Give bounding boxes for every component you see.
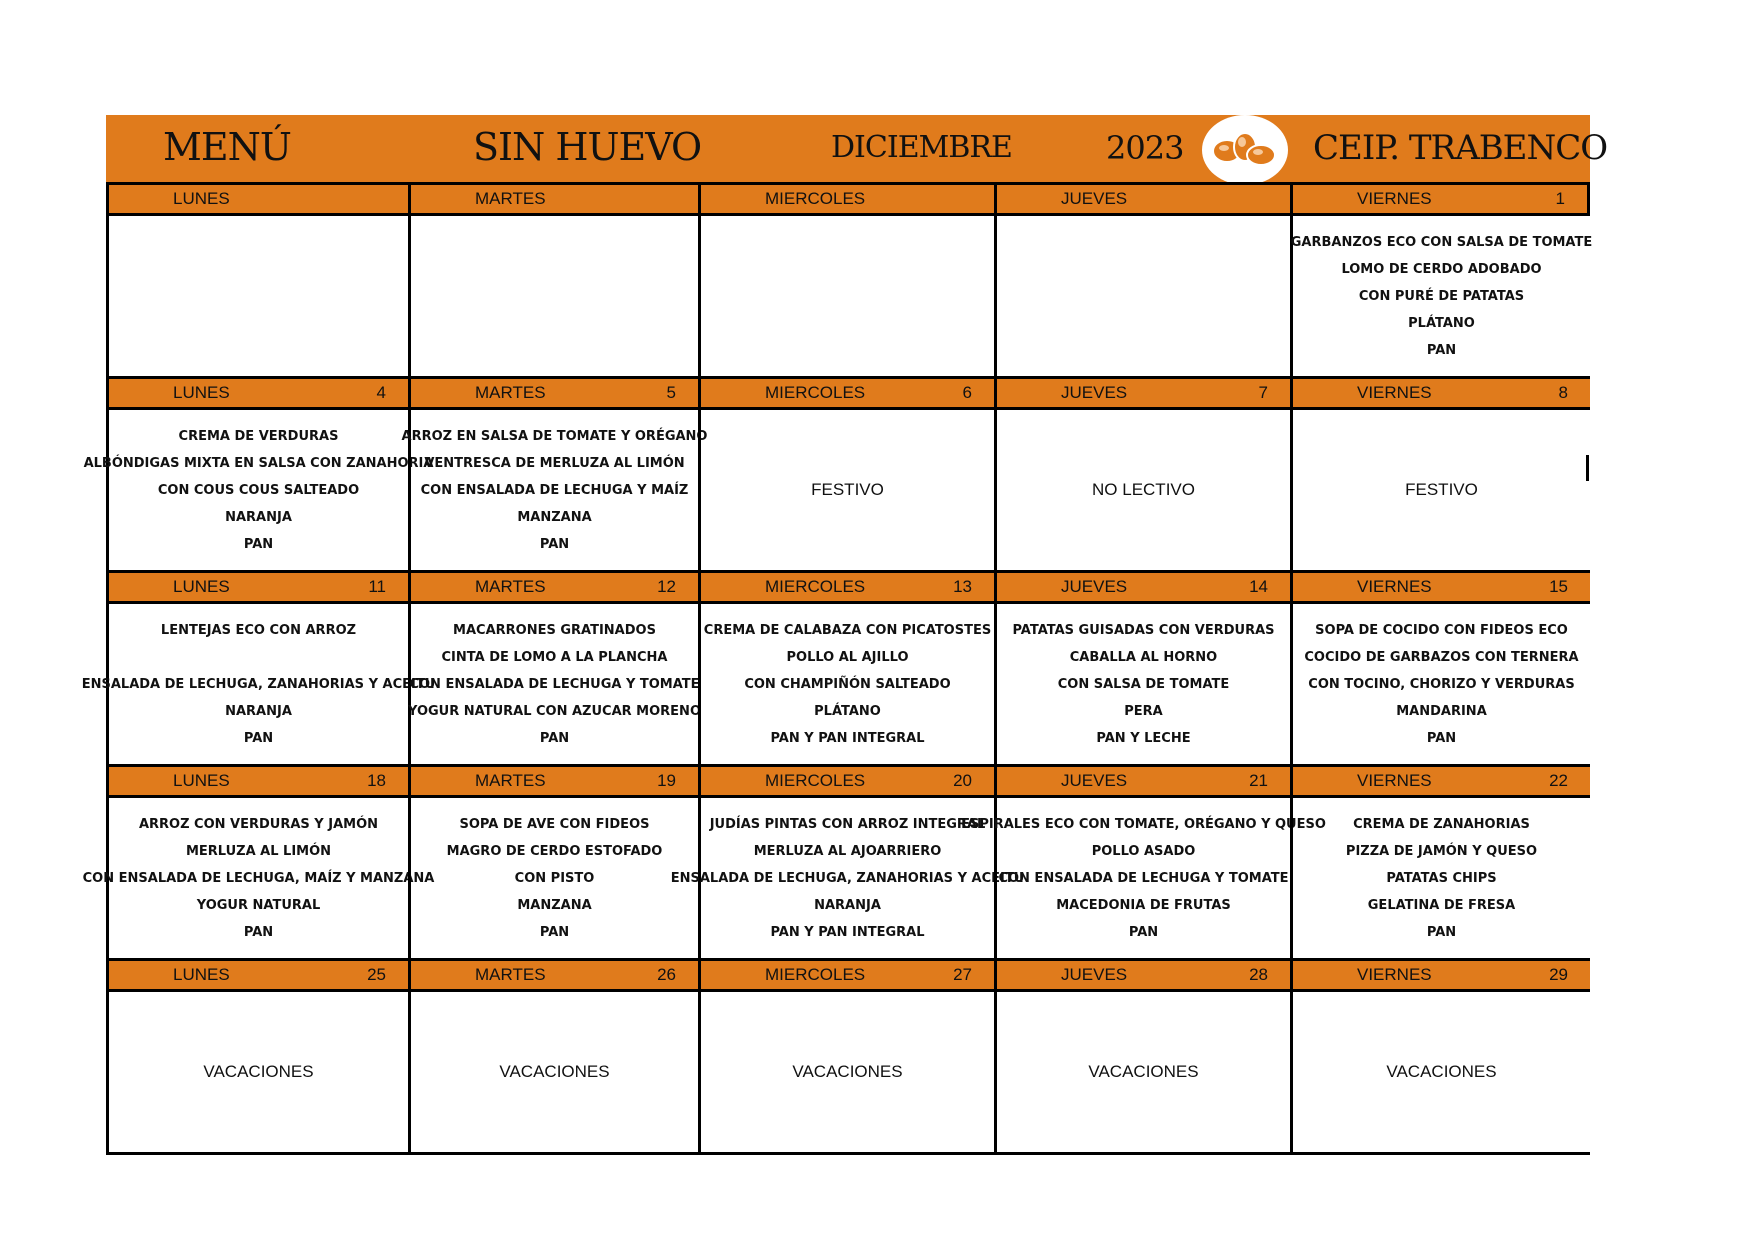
menu-dish: PAN (539, 924, 570, 940)
day-status: NO LECTIVO (1092, 480, 1195, 499)
day-number: 4 (376, 383, 386, 402)
menu-dish: SOPA DE AVE CON FIDEOS (459, 816, 650, 832)
menu-dish: MANZANA (517, 897, 592, 913)
day-header (408, 961, 698, 989)
day-menu-cell (408, 604, 701, 764)
day-header (408, 379, 698, 407)
day-name: MIERCOLES (765, 771, 866, 790)
day-menu-cell (994, 216, 1290, 376)
day-name: VIERNES (1357, 771, 1432, 790)
day-name: LUNES (173, 577, 230, 596)
day-header (408, 573, 698, 601)
menu-dish: MANZANA (517, 509, 592, 525)
day-menu-cell (1290, 798, 1590, 958)
menu-dish: COCIDO DE GARBAZOS CON TERNERA (1304, 649, 1579, 665)
day-name: JUEVES (1061, 771, 1128, 790)
day-name: MARTES (475, 577, 546, 596)
day-name: JUEVES (1061, 965, 1128, 984)
day-menu-cell (82, 798, 435, 958)
day-number: 11 (368, 577, 386, 596)
menu-dish: YOGUR NATURAL CON AZUCAR MORENO (408, 703, 701, 719)
day-name: LUNES (173, 189, 230, 208)
menu-dish: PAN (243, 924, 274, 940)
menu-dish: PAN (1426, 342, 1457, 358)
day-name: VIERNES (1357, 383, 1432, 402)
day-name: VIERNES (1357, 577, 1432, 596)
day-number: 7 (1258, 383, 1268, 402)
week-header-row (106, 182, 1590, 213)
menu-dish: GARBANZOS ECO CON SALSA DE TOMATE (1290, 234, 1593, 250)
day-header (698, 767, 994, 795)
menu-dish: CON SALSA DE TOMATE (1057, 676, 1230, 692)
menu-dish: PAN Y LECHE (1096, 730, 1191, 746)
menu-dish: MACARRONES GRATINADOS (453, 622, 656, 638)
menu-dish: CON ENSALADA DE LECHUGA Y TOMATE (409, 676, 700, 692)
menu-dish: ARROZ EN SALSA DE TOMATE Y ORÉGANO (401, 428, 708, 444)
week-header-row (106, 764, 1590, 795)
menu-dish: GELATINA DE FRESA (1367, 897, 1516, 913)
day-header (994, 767, 1290, 795)
day-number: 29 (1549, 965, 1568, 984)
menu-dish: ENSALADA DE LECHUGA, ZANAHORIAS Y ACEITU (670, 870, 1025, 886)
day-header (698, 185, 994, 213)
day-header (698, 573, 994, 601)
menu-dish: SOPA DE COCIDO CON FIDEOS ECO (1315, 622, 1568, 638)
menu-dish: PATATAS CHIPS (1386, 870, 1497, 886)
day-menu-cell (401, 410, 708, 570)
menu-title: SIN HUEVO (473, 125, 702, 169)
day-menu-cell (961, 798, 1326, 958)
day-header (1290, 185, 1590, 213)
day-header (1290, 573, 1590, 601)
day-name: VIERNES (1357, 965, 1432, 984)
menu-dish: PIZZA DE JAMÓN Y QUESO (1345, 843, 1538, 859)
menu-dish: PAN (1426, 924, 1457, 940)
day-menu-cell (1290, 992, 1590, 1152)
day-name: MARTES (475, 383, 546, 402)
day-header (106, 767, 408, 795)
day-number: 5 (666, 383, 676, 402)
week-menu-row (106, 989, 1590, 1152)
menu-dish: MACEDONIA DE FRUTAS (1056, 897, 1231, 913)
menu-dish: CON ENSALADA DE LECHUGA, MAÍZ Y MANZANA (82, 870, 435, 886)
day-header (994, 379, 1290, 407)
menu-dish: PLÁTANO (814, 703, 881, 719)
day-number: 21 (1249, 771, 1268, 790)
day-status: VACACIONES (203, 1062, 314, 1081)
day-header (1290, 379, 1590, 407)
day-number: 8 (1558, 383, 1568, 402)
day-menu-cell (106, 216, 408, 376)
day-menu-cell (1290, 216, 1593, 376)
day-menu-cell (1290, 410, 1590, 570)
menu-dish: PAN Y PAN INTEGRAL (770, 730, 925, 746)
menu-dish: CON PISTO (514, 870, 595, 886)
day-name: VIERNES (1357, 189, 1432, 208)
menu-dish: CON TOCINO, CHORIZO Y VERDURAS (1308, 676, 1575, 692)
menu-dish: CABALLA AL HORNO (1069, 649, 1218, 665)
day-name: MIERCOLES (765, 189, 866, 208)
day-number: 15 (1549, 577, 1568, 596)
day-status: FESTIVO (811, 480, 884, 499)
menu-dish: PAN (539, 536, 570, 552)
day-number: 27 (953, 965, 972, 984)
day-name: JUEVES (1061, 577, 1128, 596)
menu-dish: PAN (243, 536, 274, 552)
menu-label: MENÚ (163, 125, 291, 169)
day-header (106, 961, 408, 989)
day-number: 12 (657, 577, 676, 596)
day-number: 25 (367, 965, 386, 984)
menu-dish: MAGRO DE CERDO ESTOFADO (446, 843, 663, 859)
week-menu-row (106, 213, 1593, 376)
menu-dish: ESPIRALES ECO CON TOMATE, ORÉGANO Y QUESO (961, 816, 1326, 832)
day-menu-cell (698, 216, 994, 376)
day-name: MARTES (475, 189, 546, 208)
day-name: JUEVES (1061, 189, 1128, 208)
menu-calendar-grid (81, 182, 1593, 1152)
menu-dish: MANDARINA (1396, 703, 1487, 719)
week-header-row (106, 376, 1590, 407)
day-number: 6 (962, 383, 972, 402)
week-menu-row (83, 407, 1590, 570)
day-number: 1 (1555, 189, 1565, 208)
day-menu-cell (994, 604, 1290, 764)
menu-dish: JUDÍAS PINTAS CON ARROZ INTEGRAL (709, 816, 986, 832)
day-header (106, 379, 408, 407)
day-menu-cell (994, 410, 1290, 570)
day-menu-cell (1290, 604, 1590, 764)
day-status: VACACIONES (792, 1062, 903, 1081)
grid-bottom-border (106, 1152, 1590, 1155)
week-menu-row (81, 601, 1590, 764)
day-menu-cell (698, 410, 994, 570)
day-menu-cell (408, 798, 698, 958)
menu-dish: LENTEJAS ECO CON ARROZ (160, 622, 357, 638)
day-header (408, 767, 698, 795)
menu-dish: MERLUZA AL AJOARRIERO (753, 843, 942, 859)
menu-dish: PLÁTANO (1408, 315, 1475, 331)
month-label: DICIEMBRE (831, 130, 1012, 165)
day-menu-cell (670, 798, 1025, 958)
day-number: 18 (367, 771, 386, 790)
menu-dish: MERLUZA AL LIMÓN (185, 843, 332, 859)
day-header (1290, 961, 1590, 989)
day-menu-cell (698, 992, 994, 1152)
day-header (698, 961, 994, 989)
day-name: LUNES (173, 383, 230, 402)
eggs-icon (1202, 115, 1288, 185)
day-header (994, 961, 1290, 989)
menu-dish: LOMO DE CERDO ADOBADO (1341, 261, 1542, 277)
day-number: 20 (953, 771, 972, 790)
day-number: 14 (1249, 577, 1268, 596)
menu-dish: CREMA DE CALABAZA CON PICATOSTES (703, 622, 992, 638)
menu-dish: ALBÓNDIGAS MIXTA EN SALSA CON ZANAHORIA (83, 455, 434, 471)
day-name: MIERCOLES (765, 383, 866, 402)
menu-dish: PERA (1124, 703, 1163, 719)
menu-dish: NARANJA (814, 897, 881, 913)
day-header (1290, 767, 1590, 795)
day-number: 19 (657, 771, 676, 790)
day-status: VACACIONES (1386, 1062, 1497, 1081)
week-header-row (106, 570, 1590, 601)
day-menu-cell (408, 216, 698, 376)
menu-dish: CON ENSALADA DE LECHUGA Y MAÍZ (420, 482, 689, 498)
day-name: JUEVES (1061, 383, 1128, 402)
week-menu-row (82, 795, 1590, 958)
menu-dish: PAN Y PAN INTEGRAL (770, 924, 925, 940)
day-name: MARTES (475, 965, 546, 984)
menu-header (106, 115, 1608, 182)
year-label: 2023 (1106, 129, 1184, 167)
day-name: MIERCOLES (765, 965, 866, 984)
menu-sheet (81, 115, 1608, 1155)
day-menu-cell (81, 604, 436, 764)
menu-dish: ENSALADA DE LECHUGA, ZANAHORIAS Y ACEITU (81, 676, 436, 692)
school-name: CEIP. TRABENCO (1313, 128, 1608, 168)
menu-dish: CREMA DE VERDURAS (178, 428, 339, 444)
edge-marker (1586, 455, 1589, 481)
menu-dish: PAN (1128, 924, 1159, 940)
day-name: MIERCOLES (765, 577, 866, 596)
menu-dish: YOGUR NATURAL (196, 897, 321, 913)
day-number: 13 (953, 577, 972, 596)
day-name: MARTES (475, 771, 546, 790)
day-name: LUNES (173, 965, 230, 984)
day-status: VACACIONES (499, 1062, 610, 1081)
day-menu-cell (994, 992, 1290, 1152)
menu-dish: CON COUS COUS SALTEADO (157, 482, 360, 498)
day-number: 28 (1249, 965, 1268, 984)
day-menu-cell (106, 992, 408, 1152)
menu-dish: NARANJA (225, 509, 292, 525)
menu-dish: ARROZ CON VERDURAS Y JAMÓN (138, 816, 379, 832)
menu-dish: PAN (243, 730, 274, 746)
day-header (408, 185, 698, 213)
day-header (994, 573, 1290, 601)
day-name: LUNES (173, 771, 230, 790)
menu-dish: CON CHAMPIÑÓN SALTEADO (744, 676, 951, 692)
menu-dish: POLLO AL AJILLO (786, 649, 909, 665)
day-header (106, 573, 408, 601)
day-header (994, 185, 1290, 213)
menu-dish: POLLO ASADO (1091, 843, 1196, 859)
week-header-row (106, 958, 1590, 989)
menu-dish: VENTRESCA DE MERLUZA AL LIMÓN (424, 455, 685, 471)
menu-dish: CON PURÉ DE PATATAS (1358, 288, 1525, 304)
day-menu-cell (698, 604, 994, 764)
menu-dish: CINTA DE LOMO A LA PLANCHA (441, 649, 668, 665)
menu-dish: CREMA DE ZANAHORIAS (1353, 816, 1530, 832)
day-header (106, 185, 408, 213)
day-menu-cell (408, 992, 698, 1152)
menu-dish: PAN (1426, 730, 1457, 746)
day-status: FESTIVO (1405, 480, 1478, 499)
menu-dish: PATATAS GUISADAS CON VERDURAS (1012, 622, 1275, 638)
menu-dish: NARANJA (225, 703, 292, 719)
menu-dish: PAN (539, 730, 570, 746)
day-header (698, 379, 994, 407)
day-number: 22 (1549, 771, 1568, 790)
day-status: VACACIONES (1088, 1062, 1199, 1081)
day-number: 26 (657, 965, 676, 984)
menu-dish: CON ENSALADA DE LECHUGA Y TOMATE (998, 870, 1289, 886)
day-menu-cell (83, 410, 434, 570)
